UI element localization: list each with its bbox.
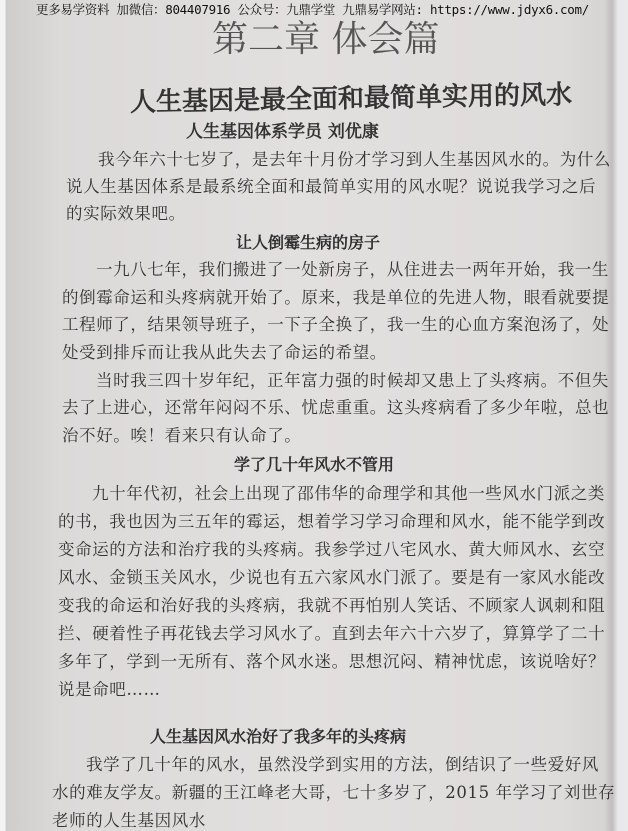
paragraph-line: 治不好。唉！看来只有认命了。: [62, 426, 302, 445]
watermark-banner: 更多易学资料 加微信：804407916 公众号：九鼎学堂 九鼎易学网站: https://www.jdyx6.com/: [36, 2, 589, 17]
paragraph-line: 九十年代初，社会上出现了邵伟华的命理学和其他一些风水门派之类: [92, 484, 605, 503]
section-heading: 学了几十年风水不管用: [234, 455, 395, 474]
paragraph-line: 我今年六十七岁了，是去年十月份才学习到人生基因风水的。为什么: [98, 150, 611, 169]
paragraph-line: 风水、金锁玉关风水，少说也有五六家风水门派了。要是有一家风水能改: [58, 568, 606, 587]
paragraph-line: 变命运的方法和治疗我的头疼病。我参学过八宅风水、黄大师风水、玄空: [58, 540, 606, 559]
paragraph-line: 说是命吧……: [58, 680, 161, 699]
paragraph-line: 水的难友学友。新疆的王江峰老大哥，七十多岁了，2015 年学习了刘世存: [52, 783, 616, 802]
paragraph-line: 拦、硬着性子再花钱去学习风水了。直到去年六十六岁了，算算学了二十: [58, 624, 606, 643]
article-title: 人生基因是最全面和最简单实用的风水: [129, 80, 573, 118]
paragraph-line: 老师的人生基因风水: [52, 811, 206, 830]
paragraph-line: 的实际效果吧。: [66, 204, 186, 223]
paragraph-line: 变我的命运和治好我的头疼病，我就不再怕别人笑话、不顾家人讽刺和阻: [58, 596, 606, 615]
section-heading: 人生基因风水治好了我多年的头疼病: [150, 727, 407, 746]
paragraph-line: 工程师了，结果领导班子，一下子全换了，我一生的心血方案泡汤了，处: [62, 315, 610, 334]
paragraph-line: 当时我三四十岁年纪，正年富力强的时候却又患上了头疼病。不但失: [96, 371, 609, 390]
section-heading: 让人倒霉生病的房子: [236, 233, 381, 252]
paragraph-line: 去了上进心，还常年闷闷不乐、忧虑重重。这头疼病看了多少年啦，总也: [62, 398, 610, 417]
paragraph-line: 说人生基因体系是最系统全面和最简单实用的风水呢？说说我学习之后: [66, 177, 597, 196]
paragraph-line: 的倒霉命运和头疼病就开始了。原来，我是单位的先进人物，眼看就要提: [62, 288, 610, 307]
author-line: 人生基因体系学员 刘优康: [186, 122, 379, 142]
paragraph-line: 多年了，学到一无所有、落个风水迷。思想沉闷、精神忧虑，该说啥好？: [58, 652, 606, 671]
paragraph-line: 的书，我也因为三五年的霉运，想着学习学习命理和风水，能不能学到改: [58, 512, 606, 531]
paragraph-line: 处受到排斥而让我从此失去了命运的希望。: [62, 343, 387, 362]
paragraph-line: 一九八七年，我们搬进了一处新房子，从住进去一两年开始，我一生: [96, 260, 609, 279]
chapter-title: 第二章 体会篇: [212, 19, 440, 60]
paragraph-line: 我学了几十年的风水，虽然没学到实用的方法，倒结识了一些爱好风: [86, 755, 599, 774]
